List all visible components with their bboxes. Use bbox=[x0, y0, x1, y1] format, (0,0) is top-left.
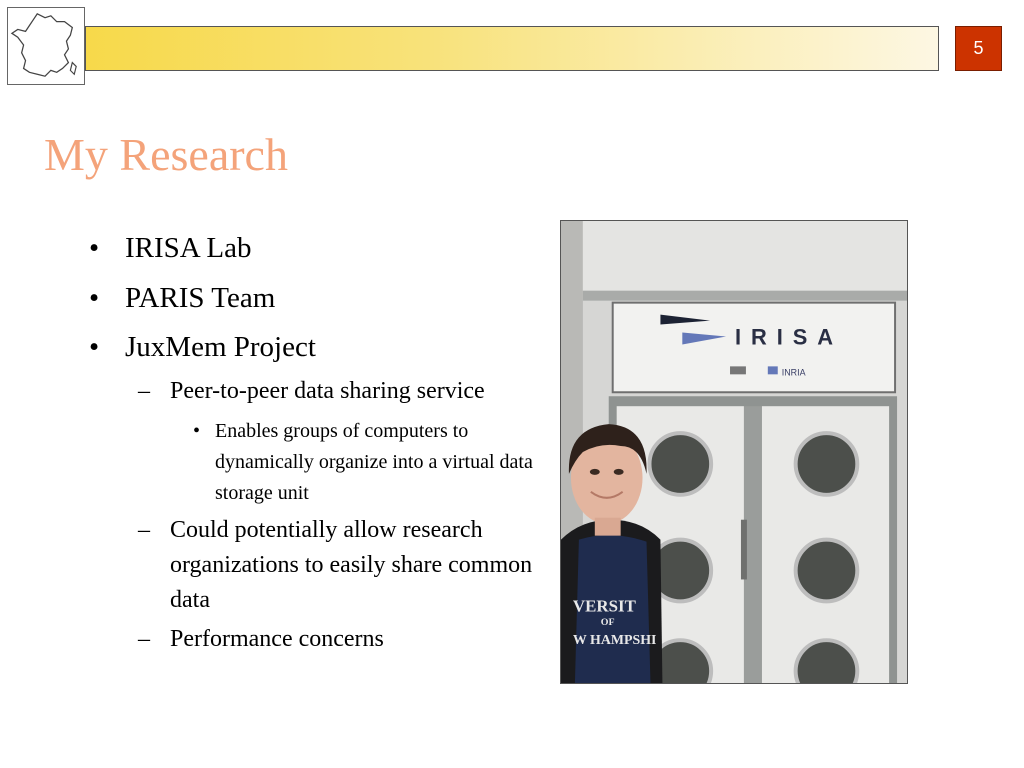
shirt-text: VERSIT bbox=[572, 596, 636, 616]
dash-marker: – bbox=[138, 517, 150, 543]
bullet-text: JuxMem Project bbox=[125, 331, 316, 363]
sub-bullet-item bbox=[138, 374, 555, 409]
dash-marker: – bbox=[138, 378, 150, 404]
sign-subtext: INRIA bbox=[781, 367, 806, 378]
sub-bullet-text: Performance concerns bbox=[170, 626, 384, 652]
sign-text: IRISA bbox=[734, 324, 844, 350]
dash-marker: – bbox=[138, 626, 150, 652]
bullet-marker: • bbox=[89, 232, 100, 264]
bullet-marker: • bbox=[193, 420, 201, 442]
shirt-text: OF bbox=[600, 617, 615, 629]
irisa-photo bbox=[560, 220, 908, 684]
sub-bullet-item bbox=[138, 622, 550, 657]
bullet-marker: • bbox=[89, 331, 100, 363]
bullet-item bbox=[89, 282, 276, 315]
france-map-icon bbox=[7, 7, 85, 85]
page-number-text: 5 bbox=[973, 38, 984, 58]
sub-sub-bullet-text: Enables groups of computers to dynamically organize into a virtual data storage unit bbox=[215, 420, 533, 504]
bullet-item bbox=[89, 331, 316, 364]
sub-sub-bullet-item bbox=[193, 416, 545, 509]
sub-bullet-item bbox=[138, 513, 550, 618]
shirt-text: W HAMPSHI bbox=[572, 633, 657, 649]
bullet-text: PARIS Team bbox=[125, 282, 276, 314]
sub-bullet-text: Could potentially allow research organizations to easily share common data bbox=[170, 517, 533, 613]
bullet-marker: • bbox=[89, 282, 100, 314]
slide-title: My Research bbox=[44, 129, 288, 180]
bullet-item bbox=[89, 232, 252, 265]
header-bar bbox=[85, 26, 939, 71]
page-number bbox=[955, 26, 1002, 71]
bullet-text: IRISA Lab bbox=[125, 232, 252, 264]
sub-bullet-text: Peer-to-peer data sharing service bbox=[170, 378, 485, 404]
